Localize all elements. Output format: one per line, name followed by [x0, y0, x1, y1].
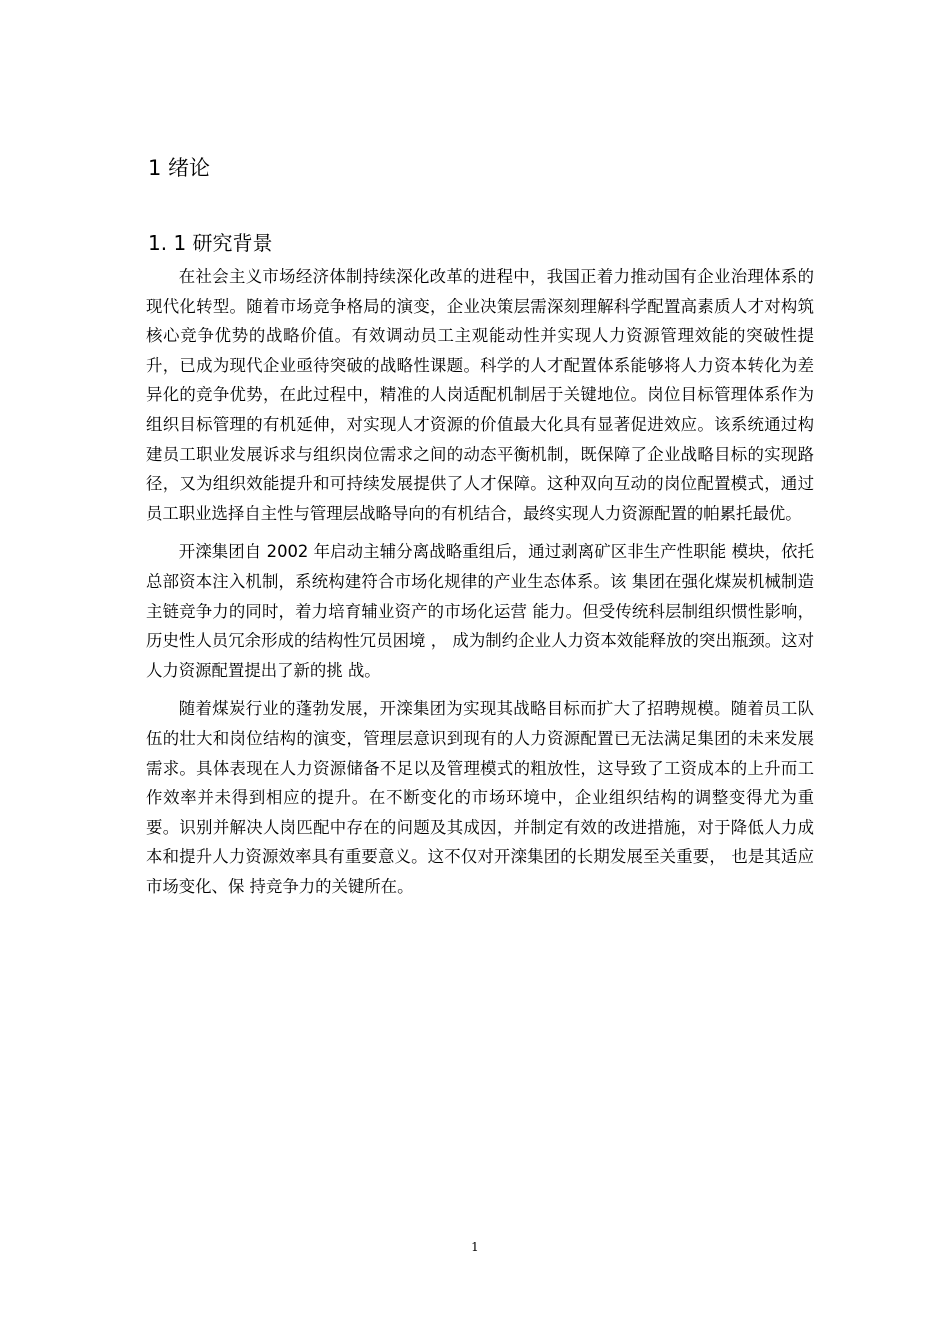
paragraph-2: 开滦集团自 2002 年启动主辅分离战略重组后，通过剥离矿区非生产性职能 模块，依托总部资本注入机制，系统构建符合市场化规律的产业生态体系。该 集团在强化煤炭机械制造主链竞争力的同时，着力培育辅业资产的市场化运营 能力。但受传统科层制组织惯性影响，历史性人员冗余形成的结构性冗员困境 ， 成为制约企业人力资本效能释放的突出瓶颈。这对人力资源配置提出了新的挑 战。 — [146, 542, 814, 680]
body-text — [146, 262, 814, 910]
chapter-title: 1 绪论 — [148, 156, 211, 180]
paragraph-1: 在社会主义市场经济体制持续深化改革的进程中，我国正着力推动国有企业治理体系的现代化转型。随着市场竞争格局的演变，企业决策层需深刻理解科学配置高素质人才对构筑核心竞争优势的战略价值。有效调动员工主观能动性并实现人力资源管理效能的突破性提升，已成为现代企业亟待突破的战略性课题。科学的人才配置体系能够将人力资本转化为差异化的竞争优势，在此过程中，精准的人岗适配机制居于关键地位。岗位目标管理体系作为组织目标管理的有机延伸，对实现人才资源的价值最大化具有显著促进效应。该系统通过构建员工职业发展诉求与组织岗位需求之间的动态平衡机制，既保障了企业战略目标的实现路径，又为组织效能提升和可持续发展提供了人才保障。这种双向互动的岗位配置模式，通过员工职业选择自主性与管理层战略导向的有机结合，最终实现人力资源配置的帕累托最优。 — [146, 267, 814, 523]
paragraph-3: 随着煤炭行业的蓬勃发展，开滦集团为实现其战略目标而扩大了招聘规模。随着员工队伍的壮大和岗位结构的演变，管理层意识到现有的人力资源配置已无法满足集团的未来发展需求。具体表现在人力资源储备不足以及管理模式的粗放性，这导致了工资成本的上升而工作效率并未得到相应的提升。在不断变化的市场环境中，企业组织结构的调整变得尤为重要。识别并解决人岗匹配中存在的问题及其成因，并制定有效的改进措施，对于降低人力成本和提升人力资源效率具有重要意义。这不仅对开滦集团的长期发展至关重要， 也是其适应市场变化、保 持竞争力的关键所在。 — [146, 699, 814, 896]
section-title: 1. 1 研究背景 — [148, 231, 273, 255]
page-number: 1 — [471, 1240, 479, 1254]
